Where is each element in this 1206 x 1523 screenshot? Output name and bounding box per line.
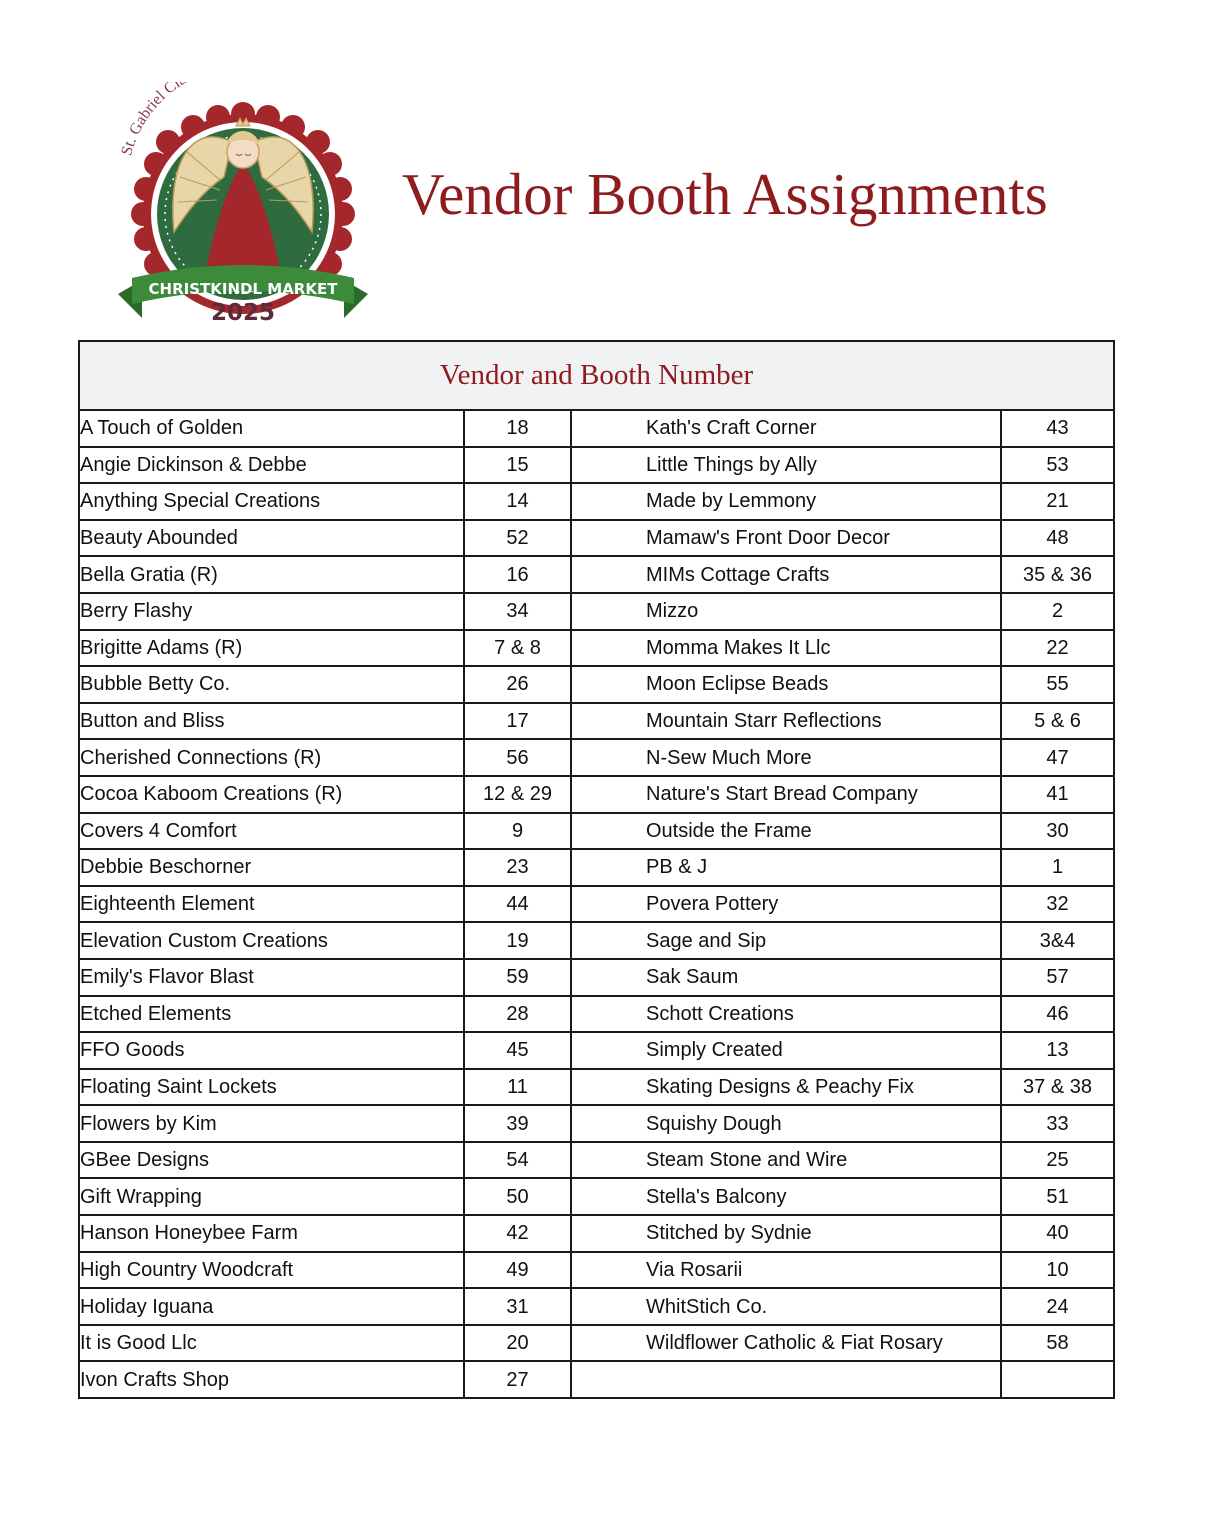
right-booth-number: 43: [1001, 410, 1114, 447]
left-vendor-name: Floating Saint Lockets: [79, 1069, 464, 1106]
left-booth-number: 50: [464, 1178, 571, 1215]
left-booth-number: 18: [464, 410, 571, 447]
left-booth-number: 56: [464, 739, 571, 776]
right-booth-number: 40: [1001, 1215, 1114, 1252]
left-vendor-name: Elevation Custom Creations: [79, 922, 464, 959]
table-row: [79, 776, 1114, 813]
right-booth-number: 5 & 6: [1001, 703, 1114, 740]
right-vendor-name: Made by Lemmony: [571, 483, 1001, 520]
right-vendor-name: Sak Saum: [571, 959, 1001, 996]
right-vendor-name: Nature's Start Bread Company: [571, 776, 1001, 813]
left-booth-number: 14: [464, 483, 571, 520]
right-vendor-name: Outside the Frame: [571, 813, 1001, 850]
table-row: [79, 1288, 1114, 1325]
left-vendor-name: Cocoa Kaboom Creations (R): [79, 776, 464, 813]
left-booth-number: 28: [464, 996, 571, 1033]
left-booth-number: 45: [464, 1032, 571, 1069]
right-booth-number: 55: [1001, 666, 1114, 703]
right-vendor-name: Steam Stone and Wire: [571, 1142, 1001, 1179]
left-vendor-name: Hanson Honeybee Farm: [79, 1215, 464, 1252]
right-booth-number: 3&4: [1001, 922, 1114, 959]
right-vendor-name: Stitched by Sydnie: [571, 1215, 1001, 1252]
left-vendor-name: Gift Wrapping: [79, 1178, 464, 1215]
left-booth-number: 12 & 29: [464, 776, 571, 813]
right-booth-number: 57: [1001, 959, 1114, 996]
right-booth-number: 58: [1001, 1325, 1114, 1362]
left-vendor-name: Brigitte Adams (R): [79, 630, 464, 667]
table-row: [79, 1325, 1114, 1362]
right-booth-number: 2: [1001, 593, 1114, 630]
table-row: [79, 593, 1114, 630]
table-row: [79, 849, 1114, 886]
left-vendor-name: Covers 4 Comfort: [79, 813, 464, 850]
left-booth-number: 11: [464, 1069, 571, 1106]
left-vendor-name: Beauty Abounded: [79, 520, 464, 557]
right-booth-number: 10: [1001, 1252, 1114, 1289]
right-booth-number: 25: [1001, 1142, 1114, 1179]
left-booth-number: 17: [464, 703, 571, 740]
left-booth-number: 16: [464, 556, 571, 593]
table-row: [79, 1252, 1114, 1289]
right-vendor-name: Mizzo: [571, 593, 1001, 630]
right-vendor-name: PB & J: [571, 849, 1001, 886]
right-booth-number: 30: [1001, 813, 1114, 850]
left-booth-number: 44: [464, 886, 571, 923]
right-booth-number: 21: [1001, 483, 1114, 520]
left-booth-number: 39: [464, 1105, 571, 1142]
logo-year: 2025: [210, 300, 276, 326]
right-booth-number: 41: [1001, 776, 1114, 813]
right-vendor-name: N-Sew Much More: [571, 739, 1001, 776]
table-header: Vendor and Booth Number: [79, 341, 1114, 410]
left-booth-number: 31: [464, 1288, 571, 1325]
table-row: [79, 1361, 1114, 1398]
left-booth-number: 26: [464, 666, 571, 703]
left-booth-number: 7 & 8: [464, 630, 571, 667]
table-row: [79, 556, 1114, 593]
right-vendor-name: Simply Created: [571, 1032, 1001, 1069]
right-booth-number: 48: [1001, 520, 1114, 557]
left-vendor-name: It is Good Llc: [79, 1325, 464, 1362]
right-vendor-name: Mountain Starr Reflections: [571, 703, 1001, 740]
left-booth-number: 52: [464, 520, 571, 557]
table-row: [79, 520, 1114, 557]
left-booth-number: 9: [464, 813, 571, 850]
table-row: [79, 886, 1114, 923]
left-booth-number: 19: [464, 922, 571, 959]
table-row: [79, 483, 1114, 520]
right-booth-number: 37 & 38: [1001, 1069, 1114, 1106]
right-vendor-name: Squishy Dough: [571, 1105, 1001, 1142]
vendor-booth-table: [78, 340, 1115, 1399]
right-vendor-name: Stella's Balcony: [571, 1178, 1001, 1215]
right-booth-number: 35 & 36: [1001, 556, 1114, 593]
left-booth-number: 59: [464, 959, 571, 996]
left-booth-number: 15: [464, 447, 571, 484]
right-vendor-name: [571, 1361, 1001, 1398]
left-booth-number: 34: [464, 593, 571, 630]
table-row: [79, 1032, 1114, 1069]
right-vendor-name: Skating Designs & Peachy Fix: [571, 1069, 1001, 1106]
left-vendor-name: A Touch of Golden: [79, 410, 464, 447]
left-booth-number: 49: [464, 1252, 571, 1289]
page-title: Vendor Booth Assignments: [402, 161, 1048, 227]
left-booth-number: 23: [464, 849, 571, 886]
right-vendor-name: Mamaw's Front Door Decor: [571, 520, 1001, 557]
table-row: [79, 1105, 1114, 1142]
christkindl-market-logo: [112, 82, 374, 332]
table-row: [79, 703, 1114, 740]
right-booth-number: 51: [1001, 1178, 1114, 1215]
left-booth-number: 54: [464, 1142, 571, 1179]
left-vendor-name: Emily's Flavor Blast: [79, 959, 464, 996]
right-booth-number: [1001, 1361, 1114, 1398]
left-booth-number: 20: [464, 1325, 571, 1362]
table-row: [79, 813, 1114, 850]
right-vendor-name: Via Rosarii: [571, 1252, 1001, 1289]
left-vendor-name: Berry Flashy: [79, 593, 464, 630]
right-vendor-name: Momma Makes It Llc: [571, 630, 1001, 667]
right-vendor-name: WhitStich Co.: [571, 1288, 1001, 1325]
right-vendor-name: Moon Eclipse Beads: [571, 666, 1001, 703]
right-booth-number: 47: [1001, 739, 1114, 776]
right-vendor-name: Little Things by Ally: [571, 447, 1001, 484]
right-booth-number: 1: [1001, 849, 1114, 886]
left-vendor-name: Cherished Connections (R): [79, 739, 464, 776]
left-booth-number: 42: [464, 1215, 571, 1252]
right-vendor-name: MIMs Cottage Crafts: [571, 556, 1001, 593]
right-vendor-name: Kath's Craft Corner: [571, 410, 1001, 447]
right-vendor-name: Wildflower Catholic & Fiat Rosary: [571, 1325, 1001, 1362]
table-row: [79, 410, 1114, 447]
left-vendor-name: Anything Special Creations: [79, 483, 464, 520]
table-row: [79, 447, 1114, 484]
table-row: [79, 922, 1114, 959]
right-booth-number: 53: [1001, 447, 1114, 484]
left-vendor-name: Bella Gratia (R): [79, 556, 464, 593]
table-row: [79, 1178, 1114, 1215]
logo-arc-text: St. Gabriel Cl: [118, 82, 184, 158]
left-vendor-name: Flowers by Kim: [79, 1105, 464, 1142]
right-vendor-name: Povera Pottery: [571, 886, 1001, 923]
right-booth-number: 22: [1001, 630, 1114, 667]
table-row: [79, 1215, 1114, 1252]
left-vendor-name: Holiday Iguana: [79, 1288, 464, 1325]
left-vendor-name: Button and Bliss: [79, 703, 464, 740]
table-row: [79, 996, 1114, 1033]
left-booth-number: 27: [464, 1361, 571, 1398]
right-booth-number: 46: [1001, 996, 1114, 1033]
table-row: [79, 959, 1114, 996]
table-row: [79, 666, 1114, 703]
left-vendor-name: GBee Designs: [79, 1142, 464, 1179]
table-row: [79, 1142, 1114, 1179]
logo-banner-text: CHRISTKINDL MARKET: [148, 280, 338, 298]
right-vendor-name: Sage and Sip: [571, 922, 1001, 959]
left-vendor-name: High Country Woodcraft: [79, 1252, 464, 1289]
left-vendor-name: Angie Dickinson & Debbe: [79, 447, 464, 484]
table-row: [79, 739, 1114, 776]
left-vendor-name: Ivon Crafts Shop: [79, 1361, 464, 1398]
right-booth-number: 33: [1001, 1105, 1114, 1142]
table-row: [79, 1069, 1114, 1106]
left-vendor-name: Debbie Beschorner: [79, 849, 464, 886]
left-vendor-name: Etched Elements: [79, 996, 464, 1033]
left-vendor-name: FFO Goods: [79, 1032, 464, 1069]
left-vendor-name: Bubble Betty Co.: [79, 666, 464, 703]
table-row: [79, 630, 1114, 667]
right-booth-number: 13: [1001, 1032, 1114, 1069]
angel-emblem-icon: [112, 82, 374, 332]
right-booth-number: 24: [1001, 1288, 1114, 1325]
right-vendor-name: Schott Creations: [571, 996, 1001, 1033]
right-booth-number: 32: [1001, 886, 1114, 923]
left-vendor-name: Eighteenth Element: [79, 886, 464, 923]
